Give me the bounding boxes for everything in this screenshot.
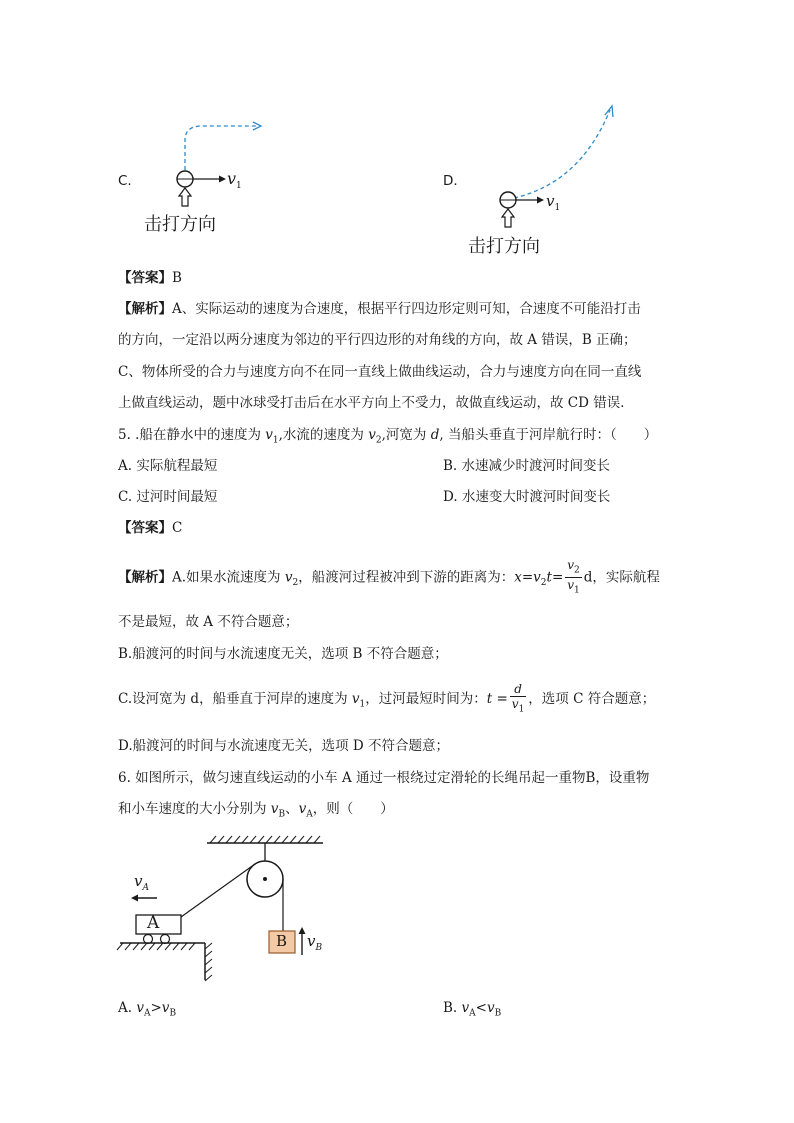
option-d-letter: D.	[443, 173, 458, 189]
q6-option-a: A. $v_A>v_B$	[118, 1000, 177, 1019]
velocity-label-c: $v_1$	[227, 169, 242, 192]
fraction-v2-over-v1: $\frac{v_2}{v_1}$	[567, 558, 580, 596]
hit-arrow-c	[179, 188, 191, 206]
q5-analysis-line-1: 【解析】A.如果水流速度为 $v_2$，船渡河过程被冲到下游的距离为：$x=v_2t=$ $\frac{v_2}{v_1}$ d，实际航程	[118, 558, 660, 596]
figure-d	[470, 98, 640, 238]
velocity-label-d: $v_1$	[546, 192, 561, 213]
q4-answer: 【答案】B	[118, 270, 182, 286]
figure-vb-label: $v_B$	[307, 932, 323, 953]
caption-c: 击打方向	[144, 214, 216, 235]
q6-stem-line-1: 6. 如图所示，做匀速直线运动的小车 A 通过一根绕过定滑轮的长绳吊起一重物B，设重物	[118, 770, 650, 786]
q6-option-b: B. $v_A<v_B$	[443, 1000, 502, 1019]
q4-analysis-line-2: 的方向，一定沿以两分速度为邻边的平行四边形的对角线的方向，故 A 错误，B 正确；	[118, 332, 637, 348]
caption-d: 击打方向	[468, 236, 540, 257]
q5-analysis-line-3: B.船渡河的时间与水流速度无关，选项 B 不符合题意；	[118, 646, 448, 662]
q5-analysis-line-2: 不是最短，故 A 不符合题意；	[118, 614, 299, 630]
pulley-figure	[115, 835, 340, 985]
hit-arrow-d	[502, 209, 514, 227]
rope-to-cart	[181, 864, 255, 917]
q5-stem: 5. .船在静水中的速度为 $v_1$,水流的速度为 $v_2$,河宽为 d, 当船头垂直于河岸航行时：（ ）	[118, 427, 658, 446]
q5-analysis-line-4: C.设河宽为 d，船垂直于河岸的速度为 $v_1$，过河最短时间为：t = $\frac{d}{v_1}$ ，选项 C 符合题意；	[118, 682, 656, 715]
q4-analysis-line-4: 上做直线运动，题中冰球受打击后在水平方向上不受力，故做直线运动，故 CD 错误．	[118, 395, 634, 411]
q5-option-c: C. 过河时间最短	[118, 489, 218, 505]
q4-analysis-line-3: C、物体所受的合力与速度方向不在同一直线上做曲线运动，合力与速度方向在同一直线	[118, 364, 642, 380]
trajectory-c	[185, 126, 258, 170]
option-c-letter: C.	[118, 173, 132, 189]
q5-option-a: A. 实际航程最短	[118, 458, 218, 474]
figure-va-label: $v_A$	[134, 872, 149, 893]
q5-answer: 【答案】C	[118, 520, 183, 536]
figure-block-label: B	[276, 932, 288, 950]
figure-cart-label: A	[147, 913, 160, 933]
cart-wheel-2	[161, 935, 170, 944]
q5-option-b: B. 水速减少时渡河时间变长	[443, 458, 611, 474]
q4-analysis-line-1: 【解析】A、实际运动的速度为合速度，根据平行四边形定则可知，合速度不可能沿打击	[118, 301, 641, 317]
trajectory-d	[514, 110, 610, 198]
ceiling-hatching	[210, 836, 320, 843]
q5-option-d: D. 水速变大时渡河时间变长	[443, 489, 611, 505]
q6-stem-line-2: 和小车速度的大小分别为 $v_B$、$v_A$，则（ ）	[118, 801, 394, 820]
q5-analysis-line-5: D.船渡河的时间与水流速度无关，选项 D 不符合题意；	[118, 738, 450, 754]
ground-hatching	[117, 943, 212, 981]
fraction-d-over-v1: $\frac{d}{v_1}$	[511, 682, 525, 715]
cart-wheel-1	[144, 935, 153, 944]
